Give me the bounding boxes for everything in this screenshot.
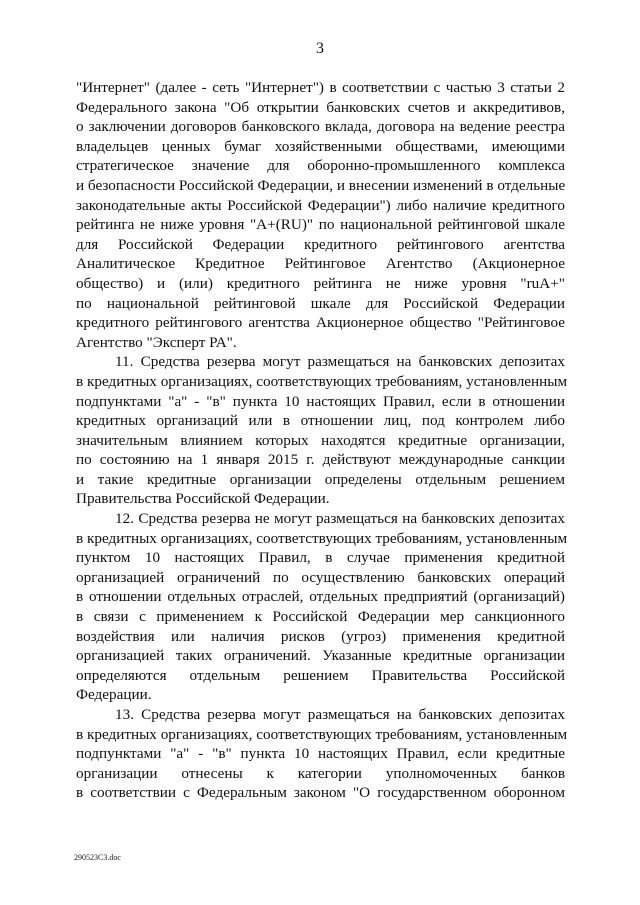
text-line: о заключении договоров банковского вклада, договора на ведение реестра bbox=[76, 118, 565, 136]
text-line: 11. Средства резерва могут размещаться на банковских депозитах bbox=[115, 353, 565, 371]
text-line: значительным влиянием которых находятся кредитные организации, bbox=[76, 431, 565, 449]
text-line: организацией таких ограничений. Указанные кредитные организации bbox=[76, 647, 565, 665]
text-line: организации отнесены к категории уполномоченных банков bbox=[76, 764, 565, 782]
text-line: законодательные акты Российской Федерации") либо наличие кредитного bbox=[76, 196, 565, 214]
text-line: в кредитных организациях, соответствующих требованиям, установленным bbox=[76, 529, 568, 547]
text-line: 13. Средства резерва могут размещаться на банковских депозитах bbox=[115, 706, 565, 723]
text-line: владельцев ценных бумаг хозяйственными обществами, имеющими bbox=[76, 137, 565, 155]
text-line: в кредитных организациях, соответствующих требованиям, установленным bbox=[76, 725, 568, 743]
text-line: пунктом 10 настоящих Правил, в случае применения кредитной bbox=[76, 549, 565, 567]
text-line: "Интернет" (далее - сеть "Интернет") в соответствии с частью 3 статьи 2 bbox=[76, 79, 565, 96]
text-line: стратегическое значение для оборонно-промышленного комплекса bbox=[76, 157, 565, 175]
text-line: в кредитных организациях, соответствующих требованиям, установленным bbox=[76, 372, 568, 390]
text-line: рейтинга не ниже уровня "A+(RU)" по национальной рейтинговой шкале bbox=[76, 216, 565, 234]
text-line: и такие кредитные организации определены отдельным решением bbox=[76, 470, 565, 488]
text-line: кредитного рейтингового агентства Акционерное общество "Рейтинговое bbox=[76, 314, 565, 332]
paragraph bbox=[76, 78, 565, 352]
text-line: воздействия или наличия рисков (угроз) применения кредитной bbox=[76, 627, 565, 645]
text-line: по состоянию на 1 января 2015 г. действуют международные санкции bbox=[76, 451, 565, 469]
paragraph bbox=[76, 509, 568, 705]
text-line: кредитных организаций или в отношении лиц, под контролем либо bbox=[76, 412, 565, 430]
text-line: для Российской Федерации кредитного рейтингового агентства bbox=[76, 235, 565, 253]
text-line: Аналитическое Кредитное Рейтинговое Агентство (Акционерное bbox=[76, 255, 565, 273]
text-line: по национальной рейтинговой шкале для Российской Федерации bbox=[76, 294, 565, 312]
text-line: Федерального закона "Об открытии банковских счетов и аккредитивов, bbox=[76, 98, 565, 116]
text-line: определяются отдельным решением Правительства Российской bbox=[76, 666, 565, 684]
text-line: 12. Средства резерва не могут размещаться на банковских депозитах bbox=[115, 510, 565, 528]
document-body bbox=[76, 78, 568, 803]
text-line: в связи с применением к Российской Федерации мер санкционного bbox=[76, 608, 565, 626]
text-line: в соответствии с Федеральным законом "О государственном оборонном bbox=[76, 784, 565, 802]
text-line: подпунктами "а" - "в" пункта 10 настоящих Правил, если в отношении bbox=[76, 392, 565, 410]
text-line: Правительства Российской Федерации. bbox=[76, 490, 330, 508]
text-line: подпунктами "а" - "в" пункта 10 настоящих Правил, если кредитные bbox=[76, 745, 565, 763]
text-line: организацией ограничений по осуществлению банковских операций bbox=[76, 568, 565, 586]
text-line: Федерации. bbox=[76, 686, 152, 704]
text-line: Агентство "Эксперт РА". bbox=[76, 333, 237, 351]
paragraph bbox=[76, 705, 568, 803]
paragraph bbox=[76, 352, 568, 509]
text-line: в отношении отдельных отраслей, отдельных предприятий (организаций) bbox=[76, 588, 565, 606]
text-line: и безопасности Российской Федерации, и внесении изменений в отдельные bbox=[76, 176, 566, 194]
page-number: 3 bbox=[316, 40, 324, 57]
document-footer-filename: 290523C3.doc bbox=[74, 853, 121, 862]
text-line: общество) и (или) кредитного рейтинга не ниже уровня "ruA+" bbox=[76, 274, 565, 292]
